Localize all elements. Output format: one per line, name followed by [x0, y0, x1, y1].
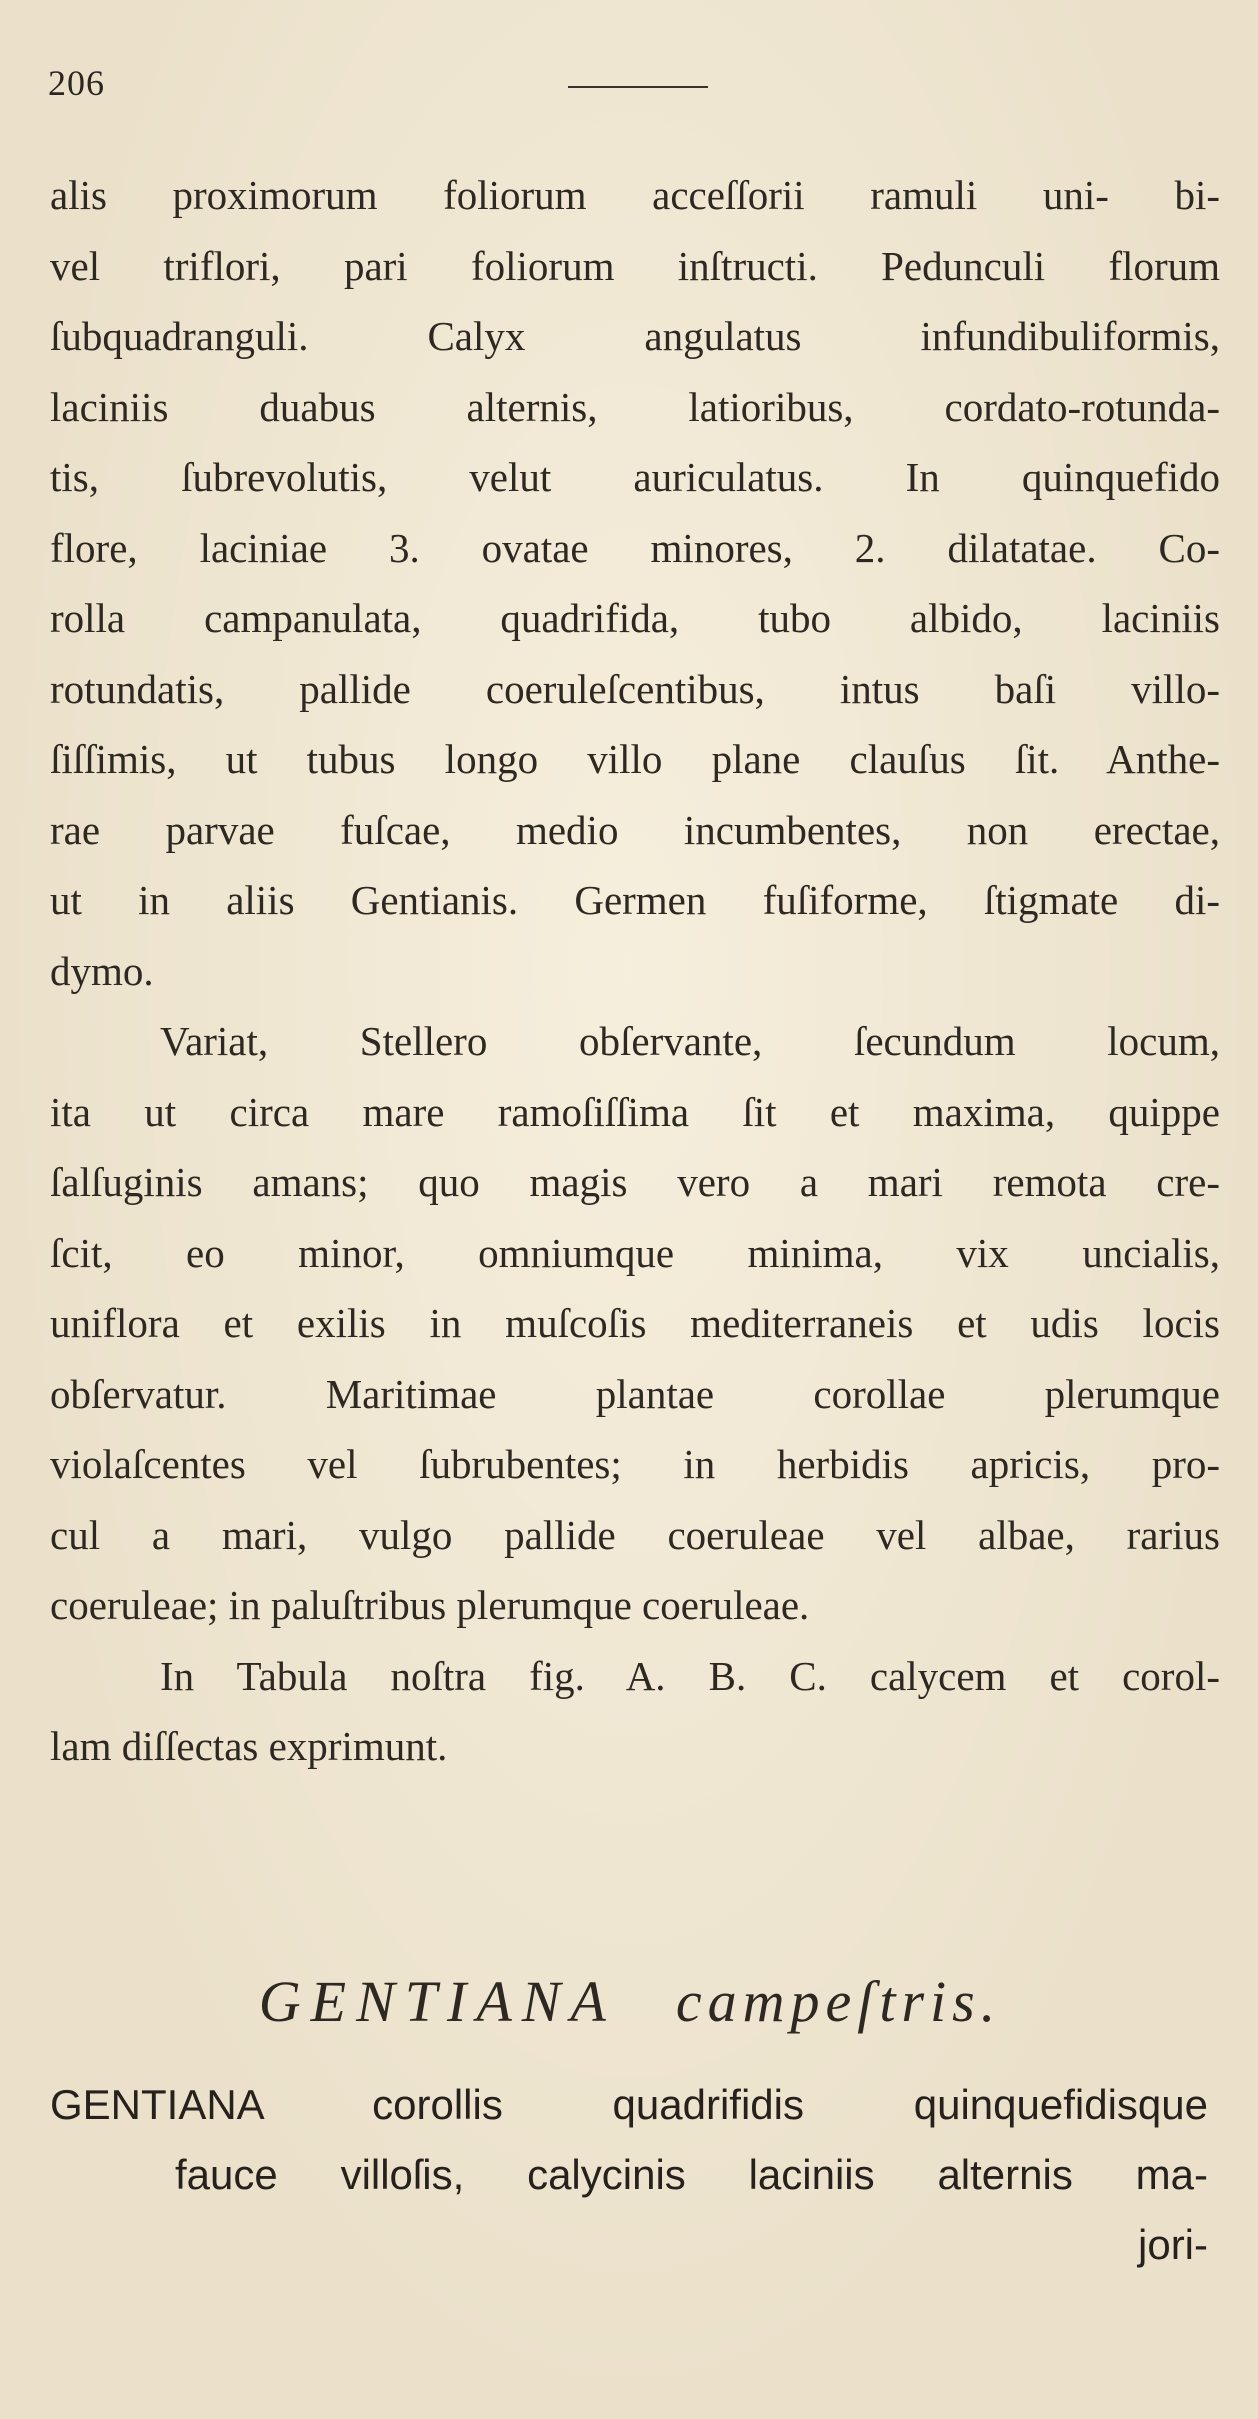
text-line: ſalſuginis amans; quo magis vero a mari remota cre-: [50, 1159, 1220, 1205]
page-header: [48, 62, 1208, 102]
text-line: ſiſſimis, ut tubus longo villo plane clauſus ſit. Anthe-: [50, 736, 1220, 782]
text-line: rolla campanulata, quadrifida, tubo albido, laciniis: [50, 595, 1220, 641]
text-line: coeruleae; in paluſtribus plerumque coeruleae.: [50, 1582, 810, 1628]
catchword: jori-: [1138, 2221, 1208, 2268]
description-text: [50, 160, 1220, 1782]
text-line: ſcit, eo minor, omniumque minima, vix uncialis,: [50, 1229, 1220, 1276]
diagnosis-line: fauce villoſis, calycinis laciniis alternis ma-: [175, 2151, 1208, 2198]
text-line: ut in aliis Gentianis. Germen fuſiforme, ſtigmate di-: [50, 877, 1220, 923]
species-epithet: campeſtris.: [675, 1969, 1002, 2034]
text-line: alis proximorum foliorum acceſſorii ramuli uni- bi-: [50, 172, 1220, 218]
text-line: Variat, Stellero obſervante, ſecundum locum,: [160, 1018, 1220, 1064]
text-line: ita ut circa mare ramoſiſſima ſit et maxima, quippe: [50, 1088, 1220, 1135]
text-line: flore, laciniae 3. ovatae minores, 2. dilatatae. Co-: [50, 524, 1220, 571]
text-line: cul a mari, vulgo pallide coeruleae vel albae, rarius: [50, 1511, 1220, 1558]
genus-name: GENTIANA: [258, 1969, 616, 2034]
text-line: tis, ſubrevolutis, velut auriculatus. In quinquefido: [50, 454, 1220, 500]
text-line: ſubquadranguli. Calyx angulatus infundibuliformis,: [50, 313, 1220, 359]
text-line: violaſcentes vel ſubrubentes; in herbidis apricis, pro-: [50, 1441, 1220, 1487]
text-line: dymo.: [50, 947, 154, 994]
header-rule: [568, 86, 708, 88]
text-line: laciniis duabus alternis, latioribus, cordato-rotunda-: [50, 383, 1220, 430]
page-number: 206: [48, 63, 105, 103]
text-line: rae parvae fuſcae, medio incumbentes, non erectae,: [50, 806, 1220, 853]
text-line: obſervatur. Maritimae plantae corollae plerumque: [50, 1370, 1220, 1417]
species-heading: [50, 1968, 1210, 2035]
text-line: rotundatis, pallide coeruleſcentibus, intus baſi villo-: [50, 665, 1220, 712]
diagnosis-text: [50, 2070, 1208, 2280]
text-line: vel triflori, pari foliorum inſtructi. Pedunculi florum: [50, 242, 1220, 289]
text-line: uniflora et exilis in muſcoſis mediterraneis et udis locis: [50, 1300, 1220, 1346]
text-line: In Tabula noſtra fig. A. B. C. calycem et corol-: [160, 1652, 1220, 1699]
diagnosis-line: GENTIANA corollis quadrifidis quinquefidisque: [50, 2081, 1208, 2128]
text-line: lam diſſectas exprimunt.: [50, 1723, 448, 1769]
